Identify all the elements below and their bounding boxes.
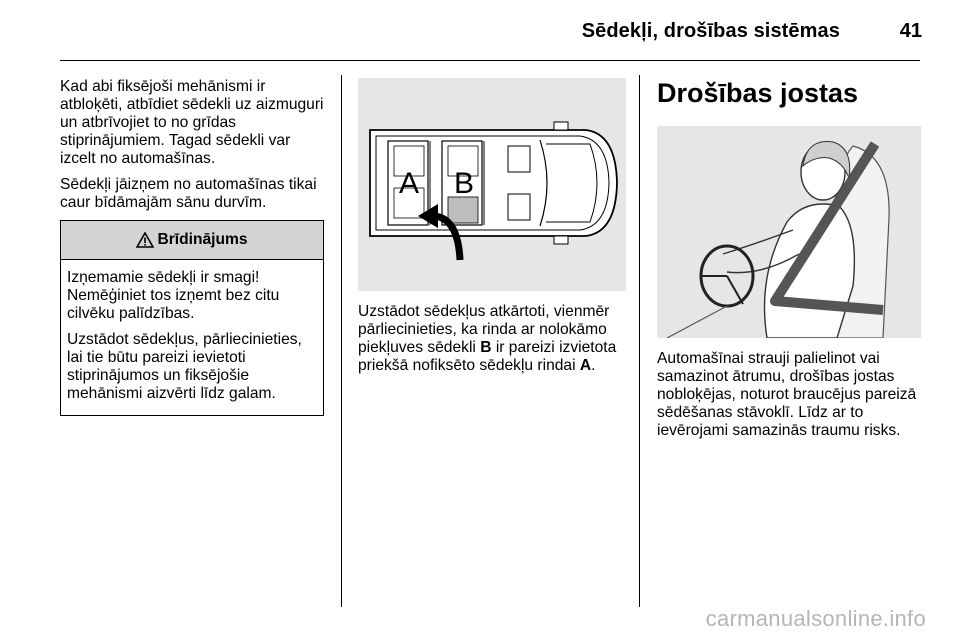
warning-body: [61, 260, 323, 415]
header-title: Sēdekļi, drošības sistēmas: [581, 20, 840, 42]
column-divider-left: [341, 75, 342, 607]
paragraph-side-door: Sēdekļi jāizņem no automašīnas tikai caur bīdāmajām sānu durvīm.: [60, 176, 317, 211]
warning-header: [61, 221, 323, 260]
warning-box: [60, 220, 324, 416]
header-rule: [60, 60, 920, 61]
van-seat-diagram: [358, 78, 626, 291]
warning-triangle-icon: [136, 232, 154, 248]
label-b: B: [454, 167, 475, 200]
watermark: carmanualsonline.info: [705, 606, 926, 631]
page-number: 41: [899, 20, 922, 42]
paragraph-seat-removal: Kad abi fiksējoši mehānismi ir atbloķēti, atbīdiet sēdekli uz aizmuguri un atbrīvojiet to no grīdas stiprinājumiem. Tagad sēdekli var izcelt no automašīnas.: [60, 78, 324, 167]
seatbelt-figure: [657, 126, 921, 338]
column-1: [60, 78, 328, 416]
column-2: [358, 78, 626, 383]
section-title: Drošības jostas: [657, 78, 859, 108]
seatbelt-paragraph: Automašīnai strauji palielinot vai samazinot ātrumu, drošības jostas nobloķējas, noturot braucējus pareizā sēdēšanas stāvoklī. Līdz ar to ievērojami samazinās traumu risks.: [657, 350, 917, 439]
driver-seatbelt-illustration: [657, 126, 921, 338]
seat-layout-figure: [358, 78, 626, 291]
figure-caption: Uzstādot sēdekļus atkārtoti, vienmēr pārliecinieties, ka rinda ar nolokāmo piekļuves sēdekli B ir pareizi izvietota priekšā nofiksēto sēdekļu rindai A.: [358, 303, 617, 374]
warning-title: Brīdinājums: [157, 231, 248, 248]
column-divider-right: [639, 75, 640, 607]
warning-paragraph-install: Uzstādot sēdekļus, pārliecinieties, lai tie būtu pareizi ievietoti stiprinājumos un fiksējošie mehānismi aizvērti līdz galam.: [67, 331, 302, 402]
column-3: [657, 78, 921, 448]
label-a: A: [399, 167, 420, 200]
warning-paragraph-heavy: Izņemamie sēdekļi ir smagi! Nemēģiniet tos izņemt bez citu cilvēku palīdzības.: [67, 269, 280, 322]
